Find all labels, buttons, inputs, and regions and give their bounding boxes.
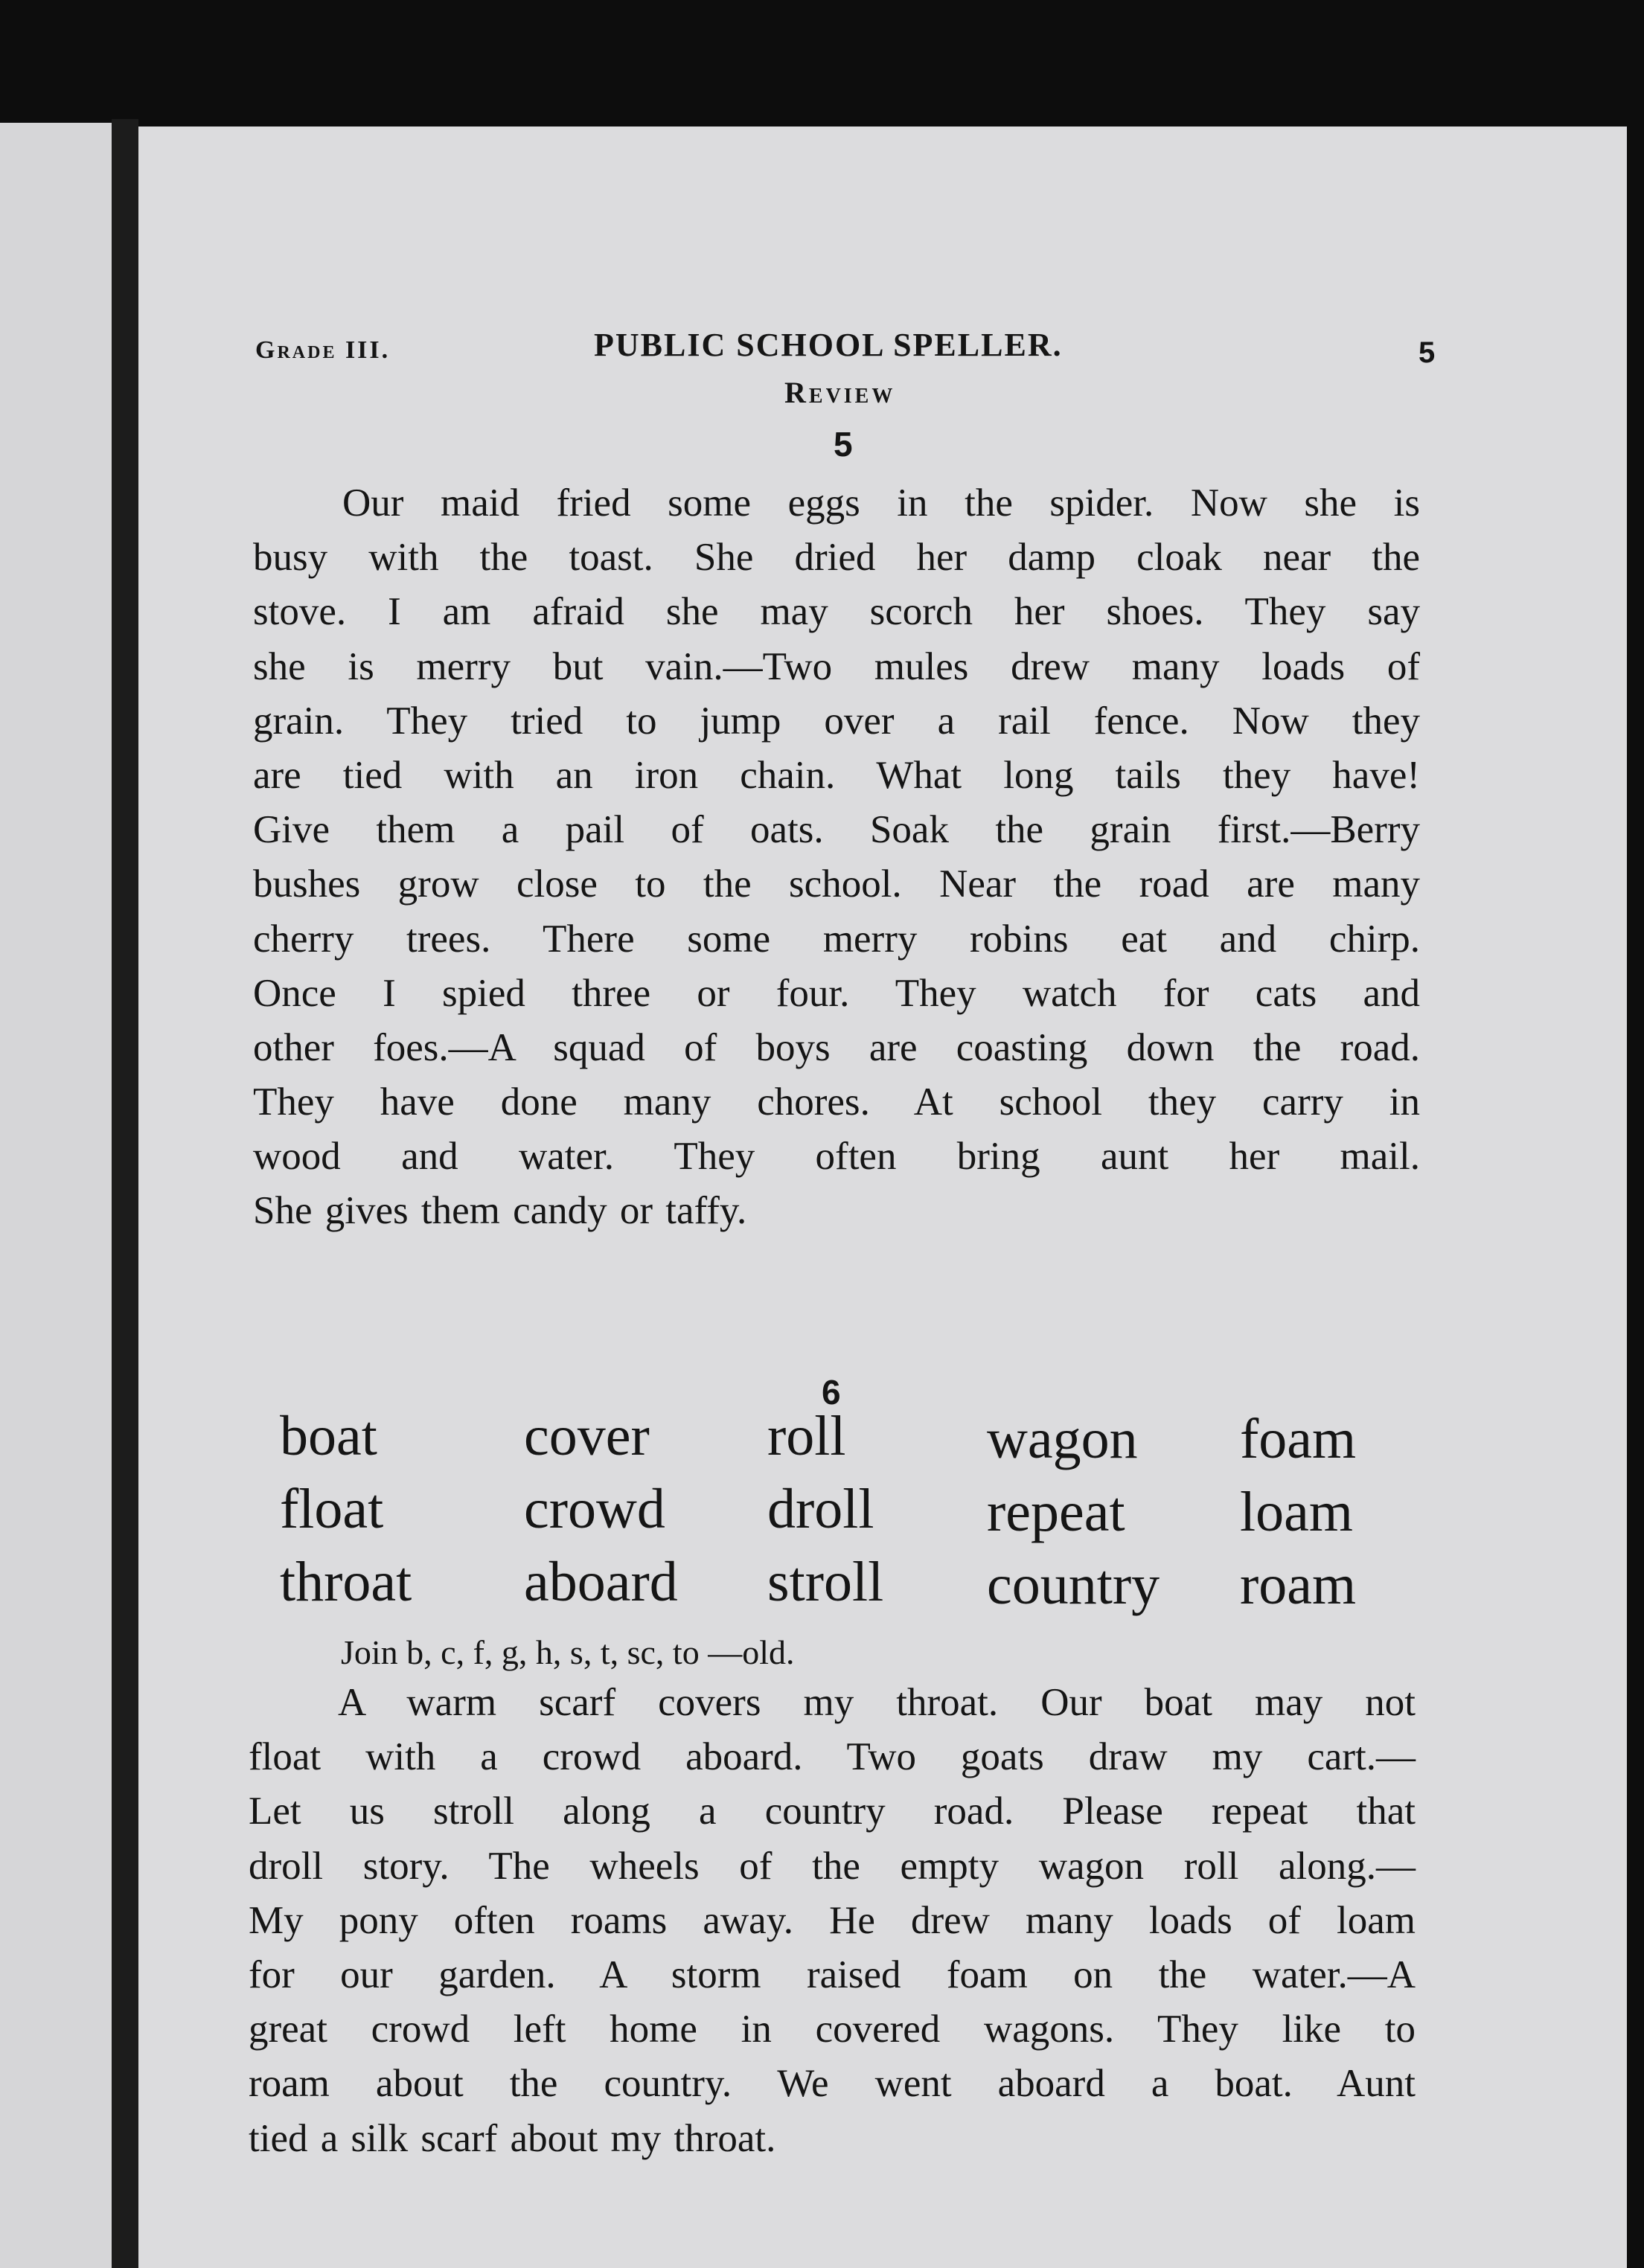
text-line: for our garden. A storm raised foam on the water.—A bbox=[249, 1953, 1416, 1996]
spelling-word: boat bbox=[280, 1405, 377, 1467]
spelling-word: foam bbox=[1240, 1408, 1357, 1470]
section-heading: Review bbox=[784, 376, 896, 409]
lesson-5-paragraph bbox=[253, 476, 1420, 1239]
spelling-word: roam bbox=[1240, 1554, 1357, 1616]
word-building-instruction: Join b, c, f, g, h, s, t, sc, to —old. bbox=[341, 1633, 795, 1671]
spelling-word: droll bbox=[767, 1478, 874, 1540]
text-line: She gives them candy or taffy. bbox=[253, 1189, 747, 1233]
text-line: droll story. The wheels of the empty wagon roll along.— bbox=[249, 1844, 1416, 1888]
spelling-word: crowd bbox=[524, 1478, 665, 1540]
text-line: grain. They tried to jump over a rail fence. Now they bbox=[253, 699, 1420, 743]
spelling-word: loam bbox=[1240, 1481, 1353, 1543]
lesson-number-6: 6 bbox=[822, 1373, 841, 1412]
page-number: 5 bbox=[1418, 336, 1436, 369]
text-line: Give them a pail of oats. Soak the grain first.—Berry bbox=[253, 808, 1420, 852]
book-page bbox=[138, 126, 1627, 2268]
spelling-word: wagon bbox=[987, 1408, 1138, 1470]
text-line: are tied with an iron chain. What long tails they have! bbox=[253, 753, 1420, 797]
text-line: They have done many chores. At school they carry in bbox=[253, 1080, 1420, 1124]
text-line: Our maid fried some eggs in the spider. Now she is bbox=[342, 481, 1420, 525]
running-title: PUBLIC SCHOOL SPELLER. bbox=[594, 327, 1063, 363]
text-line: other foes.—A squad of boys are coasting down the road. bbox=[253, 1025, 1420, 1069]
text-line: wood and water. They often bring aunt her mail. bbox=[253, 1135, 1420, 1179]
text-line: roam about the country. We went aboard a boat. Aunt bbox=[249, 2062, 1416, 2106]
spelling-word: throat bbox=[280, 1551, 412, 1613]
text-line: Once I spied three or four. They watch for cats and bbox=[253, 971, 1420, 1015]
spelling-word: stroll bbox=[767, 1551, 884, 1613]
spelling-word: aboard bbox=[524, 1551, 678, 1613]
spelling-word: float bbox=[280, 1478, 384, 1540]
text-line: float with a crowd aboard. Two goats draw my cart.— bbox=[249, 1735, 1416, 1779]
background-edge bbox=[1627, 126, 1644, 2268]
facing-page-edge bbox=[0, 123, 112, 2268]
text-line: My pony often roams away. He drew many loads of loam bbox=[249, 1898, 1416, 1942]
lesson-6-paragraph bbox=[249, 1676, 1416, 2166]
text-line: she is merry but vain.—Two mules drew many loads of bbox=[253, 644, 1420, 688]
text-line: great crowd left home in covered wagons. They like to bbox=[249, 2008, 1416, 2051]
text-line: busy with the toast. She dried her damp cloak near the bbox=[253, 536, 1420, 580]
spelling-word: country bbox=[987, 1554, 1160, 1616]
lesson-number-5: 5 bbox=[834, 425, 853, 464]
text-line: bushes grow close to the school. Near the road are many bbox=[253, 862, 1420, 906]
text-line: Let us stroll along a country road. Please repeat that bbox=[249, 1790, 1416, 1833]
text-line: stove. I am afraid she may scorch her shoes. They say bbox=[253, 590, 1420, 634]
book-gutter bbox=[112, 119, 138, 2268]
text-line: A warm scarf covers my throat. Our boat may not bbox=[338, 1681, 1416, 1724]
text-line: tied a silk scarf about my throat. bbox=[249, 2116, 776, 2160]
spelling-word: cover bbox=[524, 1405, 650, 1467]
spelling-word: repeat bbox=[987, 1481, 1125, 1543]
grade-label: Grade III. bbox=[255, 336, 391, 364]
spelling-word: roll bbox=[767, 1405, 846, 1467]
text-line: cherry trees. There some merry robins eat and chirp. bbox=[253, 917, 1420, 961]
